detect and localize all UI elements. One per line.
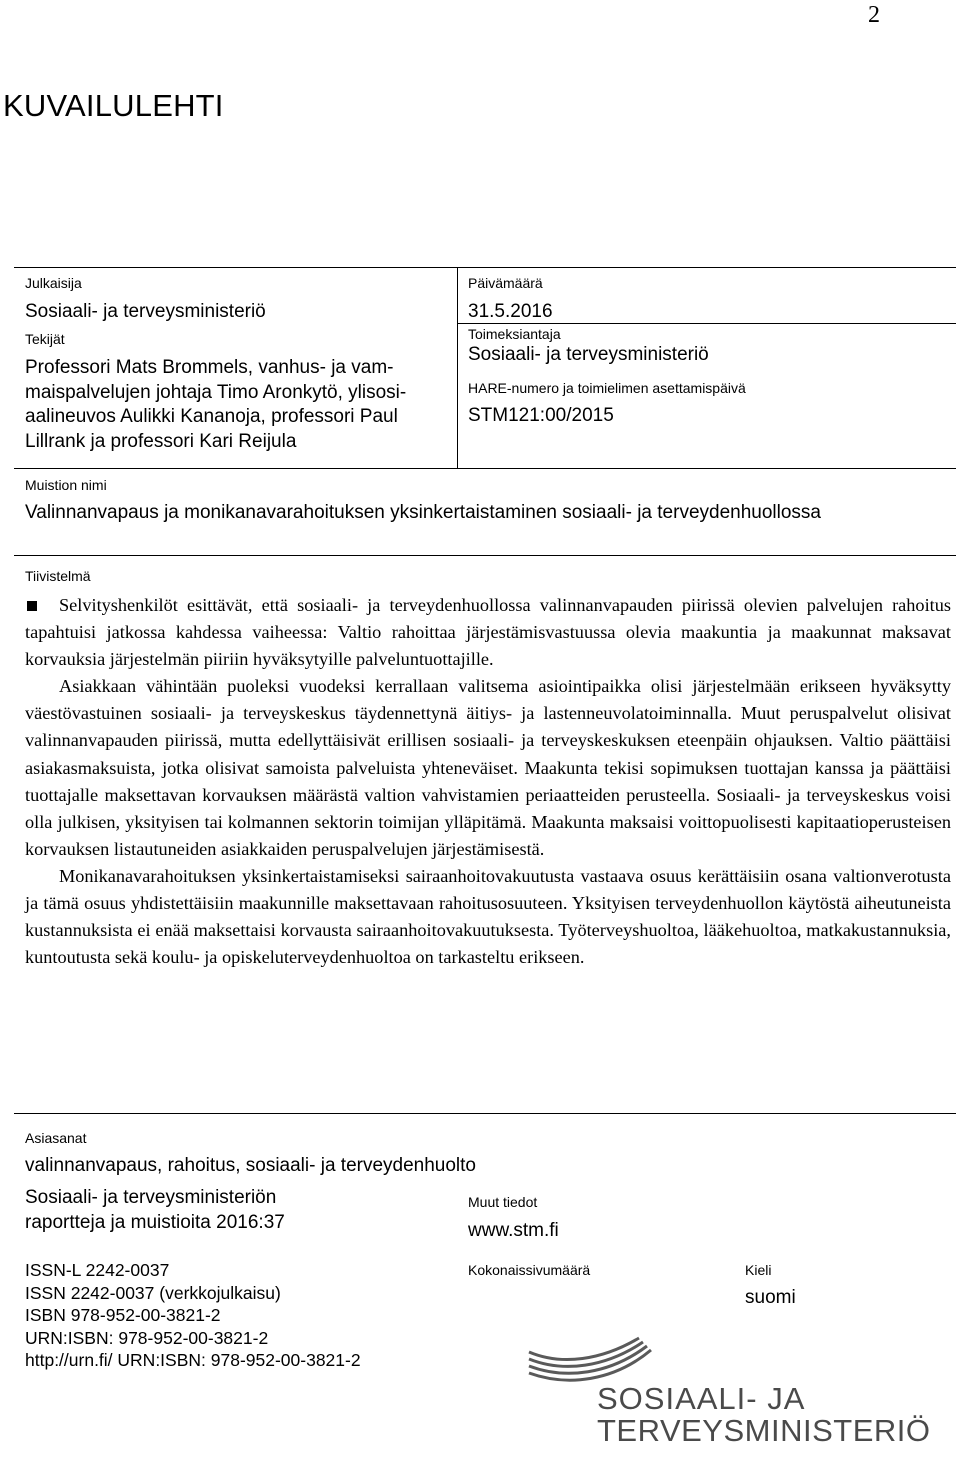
authors-line: maispalvelujen johtaja Timo Aronkytö, ylisosi- <box>25 381 407 403</box>
summary-paragraph: Monikanavarahoituksen yksinkertaistamiseksi sairaanhoitovakuutusta vastaava osuus kerättäisiin osana valtionverotusta ja tämä osuus yhdistettäisiin maakunnille maksettavaan rahoitusosuuteen. Yksityisen terveydenhuollon käytöstä aiheutuneista kustannuksista ei enää maksettaisi korvausta sairaanhoitovakuutuksesta. Työterveyshuoltoa, lääkehuoltoa, matkakustannuksia, kuntoutusta sekä koulu- ja opiskeluterveydenhuoltoa on tarkasteltu erikseen. <box>25 865 951 968</box>
series-line: Sosiaali- ja terveysministeriön <box>25 1187 277 1208</box>
identifier-line: http://urn.fi/ URN:ISBN: 978-952-00-3821-2 <box>25 1350 361 1371</box>
summary-label: Tiivistelmä <box>25 568 91 584</box>
language-value: suomi <box>745 1287 796 1308</box>
identifier-line: URN:ISBN: 978-952-00-3821-2 <box>25 1327 269 1348</box>
summary-paragraph <box>25 592 951 673</box>
hare-value: STM121:00/2015 <box>468 405 614 426</box>
page-number: 2 <box>868 2 880 28</box>
authors-line: Lillrank ja professori Kari Reijula <box>25 430 297 452</box>
date-value: 31.5.2016 <box>468 301 553 322</box>
identifiers <box>25 1259 361 1372</box>
logo-text-line2: TERVEYSMINISTERIÖ <box>597 1413 931 1448</box>
authors-value <box>25 356 406 454</box>
other-info-label: Muut tiedot <box>468 1194 538 1210</box>
rule-top <box>14 267 956 268</box>
rule-under-summary <box>14 1113 956 1114</box>
other-info-value: www.stm.fi <box>468 1220 559 1241</box>
rule-under-authors <box>14 468 956 469</box>
series-line: raportteja ja muistioita 2016:37 <box>25 1212 285 1233</box>
square-bullet-icon <box>27 601 37 611</box>
page-count-label: Kokonaissivumäärä <box>468 1262 591 1278</box>
memo-name-label: Muistion nimi <box>25 477 107 493</box>
summary-text <box>25 592 951 971</box>
authors-label: Tekijät <box>25 331 65 347</box>
publisher-label: Julkaisija <box>25 275 82 291</box>
authors-line: Professori Mats Brommels, vanhus- ja vam- <box>25 357 394 378</box>
rule-under-name <box>14 555 956 556</box>
publisher-value: Sosiaali- ja terveysministeriö <box>25 301 266 322</box>
rule-vertical-upper <box>457 267 458 468</box>
commissioner-label: Toimeksiantaja <box>468 326 561 342</box>
hare-label: HARE-numero ja toimielimen asettamispäivä <box>468 380 746 396</box>
series-value <box>25 1185 285 1235</box>
logo-text-line1: SOSIAALI- JA <box>597 1381 806 1416</box>
commissioner-value: Sosiaali- ja terveysministeriö <box>468 344 709 365</box>
summary-paragraph: Asiakkaan vähintään puoleksi vuodeksi kerrallaan valitsema asiointipaikka olisi järjestelmään erikseen hyväksytty väestövastuinen sosiaali- ja terveyskeskus täydennettynä äitiys- ja lastenneuvolatoiminnalla. Muut peruspalvelut olisivat valinnanvapauden piirissä, mutta edellyttäisivät erillisen sosiaali- ja terveyskeskuksen eteenpäin ohjauksen. Valtio päättäisi asiakasmaksuista, jotka olisivat samoista palveluista yhteneväiset. Maakunta tekisi sopimuksen tuottajan kanssa ja päättäisi tuottajalle maksettavan korvauksen määrästä valtion vahvistamien periaatteiden perusteella. Sosiaali- ja terveyskeskus voisi olla julkisen, yksityisen tai kolmannen sektorin toimijan ylläpitämä. Maakunta maksaisi voittopuolisesti kapitaatioperusteisen korvauksen listautuneiden asiakkaiden peruspalvelujen järjestämisestä. <box>25 676 951 859</box>
keywords-value: valinnanvapaus, rahoitus, sosiaali- ja terveydenhuolto <box>25 1155 476 1176</box>
identifier-line: ISBN 978-952-00-3821-2 <box>25 1305 221 1326</box>
ministry-logo <box>527 1332 931 1448</box>
authors-line: aalineuvos Aulikki Kananoja, professori Paul <box>25 406 398 427</box>
document-title: KUVAILULEHTI <box>3 88 224 123</box>
identifier-line: ISSN-L 2242-0037 <box>25 1260 170 1280</box>
language-label: Kieli <box>745 1262 772 1278</box>
memo-name-value: Valinnanvapaus ja monikanavarahoituksen yksinkertaistaminen sosiaali- ja terveydenhuollossa <box>25 502 821 523</box>
keywords-label: Asiasanat <box>25 1130 87 1146</box>
identifier-line: ISSN 2242-0037 (verkkojulkaisu) <box>25 1282 281 1303</box>
date-label: Päivämäärä <box>468 275 543 291</box>
summary-paragraph-text: Selvityshenkilöt esittävät, että sosiaali- ja terveydenhuollossa valinnanvapauden piirissä olevien palvelujen rahoitus tapahtuisi jatkossa kahdessa vaiheessa: Valtio rahoittaa järjestämisvastuussa olevia maakuntia ja maakunnat maksavat korvauksia järjestelmän piiriin hyväksytyille palveluntuottajille. <box>25 595 951 670</box>
